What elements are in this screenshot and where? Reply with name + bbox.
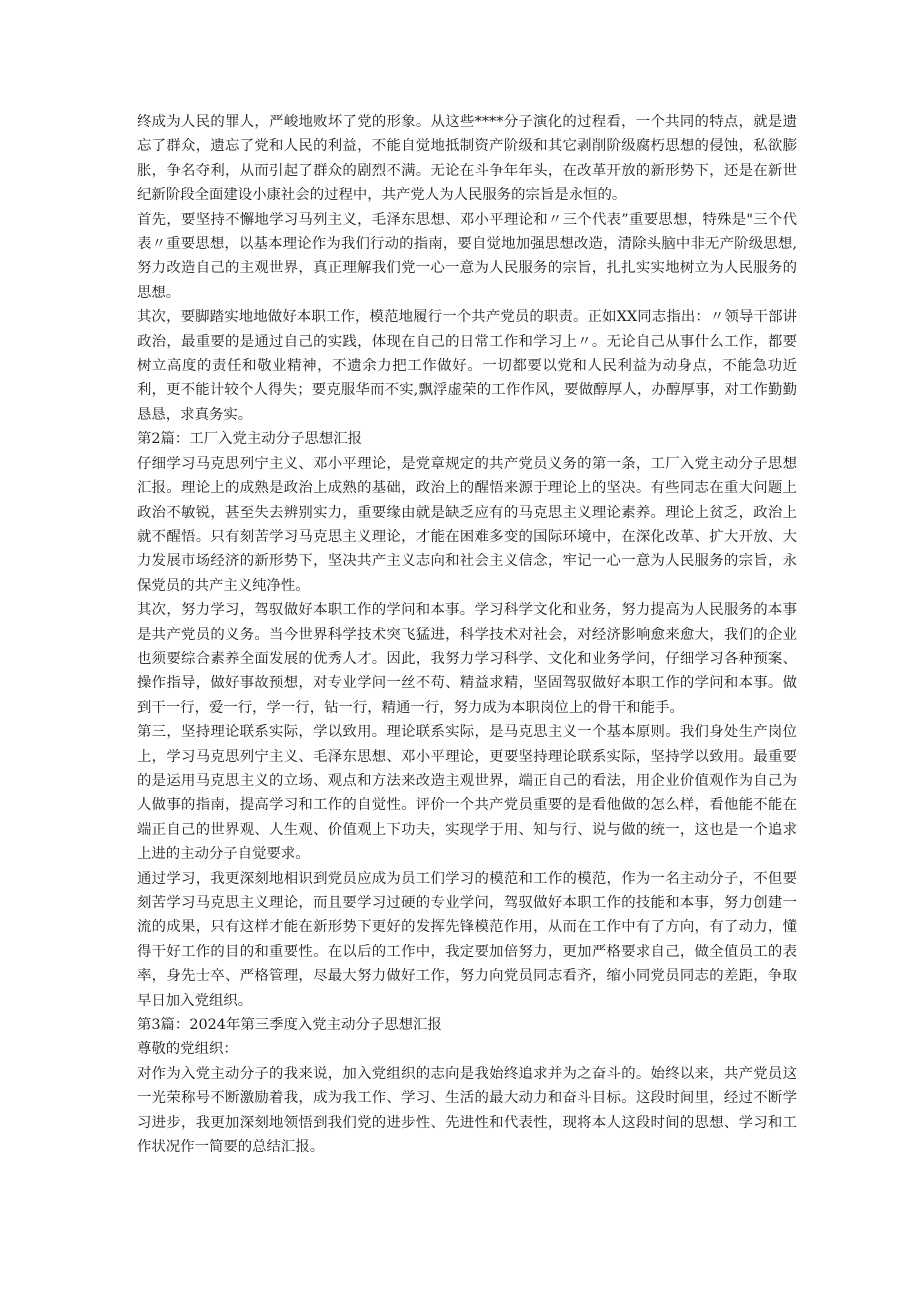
paragraph-7: 通过学习，我更深刻地相识到党员应成为员工们学习的模范和工作的模范，作为一名主动分子，不但要刻苦学习马克思主义理论，而且要学习过硬的专业学问，驾驭做好本职工作的技能和本事，努力创建一流的成果，只有这样才能在新形势下更好的发挥先锋模范作用，从而在工作中有了方向，有了动力，懂得干好工作的目的和重要性。在以后的工作中，我定要加倍努力，更加严格要求自己，做全值员工的表率，身先士卒、严格管理，尽最大努力做好工作，努力向党员同志看齐，缩小同党员同志的差距，争取早日加入党组织。	[137, 870, 797, 1009]
paragraph-4: 仔细学习马克思列宁主义、邓小平理论，是党章规定的共产党员义务的第一条，工厂入党主动分子思想汇报。理论上的成熟是政治上成熟的基础，政治上的醒悟来源于理论上的坚决。有些同志在重大问题上政治不敏锐，甚至失去辨别实力，重要缘由就是缺乏应有的马克思主义理论素养。理论上贫乏，政治上就不醒悟。只有刻苦学习马克思主义理论，才能在困难多变的国际环境中，在深化改革、扩大开放、大力发展市场经济的新形势下，坚决共产主义志向和社会主义信念，牢记一心一意为人民服务的宗旨，永保党员的共产主义纯净性。	[137, 455, 797, 594]
paragraph-2: 首先，要坚持不懈地学习马列主义，毛泽东思想、邓小平理论和〃三个代表”重要思想，特殊是"三个代表〃重要思想，以基本理论作为我们行动的指南，要自觉地加强思想改造，清除头脑中非无产阶级思想,努力改造自己的主观世界，真正理解我们党一心一意为人民服务的宗旨，扎扎实实地树立为人民服务的思想。	[137, 211, 797, 301]
paragraph-8: 对作为入党主动分子的我来说，加入党组织的志向是我始终追求并为之奋斗的。始终以来，共产党员这一光荣称号不断激励着我，成为我工作、学习、生活的最大动力和奋斗目标。这段时间里，经过不断学习进步，我更加深刻地领悟到我们党的进步性、先进性和代表性，现将本人这段时间的思想、学习和工作状况作一简要的总结汇报。	[137, 1065, 797, 1156]
section-heading-2: 第2篇：工厂入党主动分子思想汇报	[137, 431, 363, 448]
paragraph-6: 第三，坚持理论联系实际，学以致用。理论联系实际，是马克思主义一个基本原则。我们身处生产岗位上，学习马克思列宁主义、毛泽东思想、邓小平理论，更要坚持理论联系实际，坚持学以致用。最重要的是运用马克思主义的立场、观点和方法来改造主观世界，端正自己的看法，用企业价值观作为自己为人做事的指南，提高学习和工作的自觉性。评价一个共产党员重要的是看他做的怎么样，看他能不能在端正自己的世界观、人生观、价值观上下功夫，实现学于用、知与行、说与做的统一，这也是一个追求上进的主动分子自觉要求。	[137, 724, 797, 863]
paragraph-1: 终成为人民的罪人，严峻地败坏了党的形象。从这些****分子演化的过程看，一个共同的特点，就是遗忘了群众，遗忘了党和人民的利益，不能自觉地抵制资产阶级和其它剥削阶级腐朽思想的侵蚀，私欲膨胀，争名夺利，从而引起了群众的剧烈不满。无论在斗争年年头，在改革开放的新形势下，还是在新世纪新阶段全面建设小康社会的过程中，共产党人为人民服务的宗旨是永恒的。	[137, 114, 797, 204]
salutation: 尊敬的党组织：	[137, 1041, 238, 1058]
paragraph-5: 其次，努力学习，驾驭做好本职工作的学问和本事。学习科学文化和业务，努力提高为人民服务的本事是共产党员的义务。当今世界科学技术突飞猛进，科学技术对社会，对经济影响愈来愈大，我们的企业也须要综合素养全面发展的优秀人才。因此，我努力学习科学、文化和业务学问，仔细学习各种预案、操作指导，做好事故预想，对专业学问一丝不苟、精益求精，坚固驾驭做好本职工作的学问和本事。做到干一行，爱一行，学一行，钻一行，精通一行，努力成为本职岗位上的骨干和能手。	[137, 602, 797, 716]
document-body	[137, 110, 797, 1159]
paragraph-3: 其次，要脚踏实地地做好本职工作，模范地履行一个共产党员的职责。正如XX同志指出：〃领导干部讲政治，最重要的是通过自己的实践，体现在自己的日常工作和学习上〃。无论自己从事什么工作，都要树立高度的责任和敬业精神，不遗余力把工作做好。一切都要以党和人民利益为动身点，不能急功近利，更不能计较个人得失；要克服华而不实,飘浮虚荣的工作作风，要做醇厚人，办醇厚事，对工作勤勤恳恳，求真务实。	[137, 309, 797, 423]
section-heading-3: 第3篇：2024年第三季度入党主动分子思想汇报	[137, 1017, 442, 1034]
